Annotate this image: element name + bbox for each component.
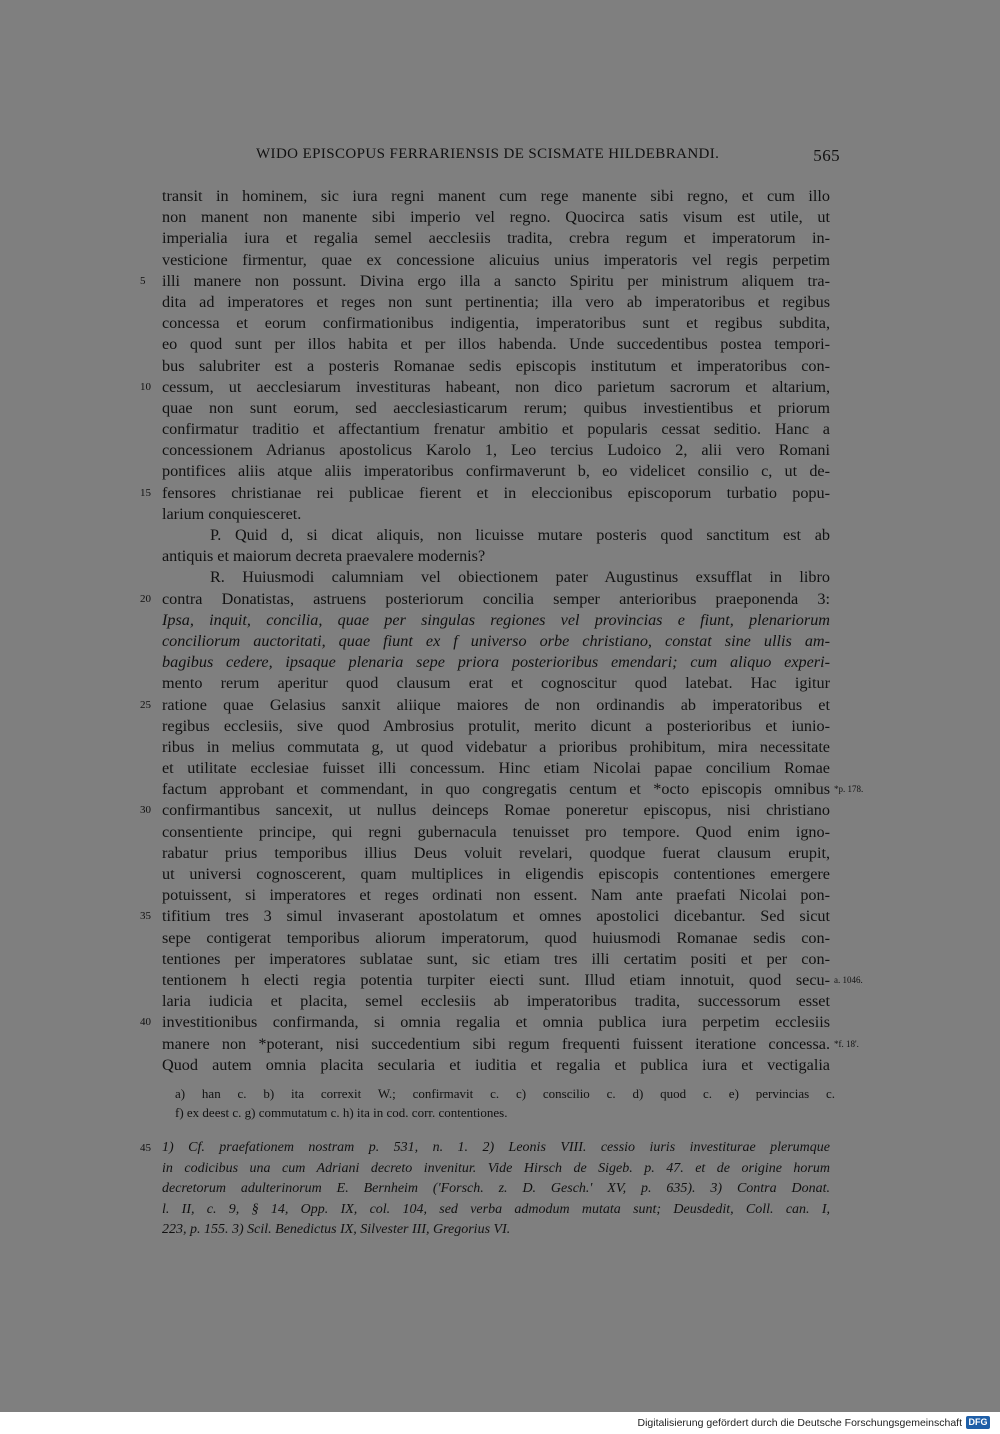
text-line bbox=[162, 673, 830, 694]
text-line bbox=[162, 758, 830, 779]
text-line-content: factum approbant et commendant, in quo congregatis centum et *octo episcopis omnibus bbox=[162, 780, 830, 799]
text-line-content: R. Huiusmodi calumniam vel obiectionem pater Augustinus exsufflat in libro bbox=[210, 568, 830, 587]
text-line-content: manere non *poterant, nisi succedentium sibi regum frequenti fuissent iteratione concessa. bbox=[162, 1034, 830, 1053]
text-line-content: sepe contigerat temporibus aliorum imperatorum, quod huiusmodi Romanae sedis con- bbox=[162, 928, 830, 947]
text-line-content: mento rerum aperitur quod clausum erat et cognoscitur quod latebat. Hac igitur bbox=[162, 674, 830, 693]
text-line bbox=[162, 1034, 859, 1055]
source-note-line: 1) Cf. praefationem nostram p. 531, n. 1. 2) Leonis VIII. cessio iuris investiturae plerumque bbox=[162, 1140, 830, 1155]
text-line bbox=[162, 398, 830, 419]
text-line bbox=[162, 186, 830, 207]
header-title: WIDO EPISCOPUS FERRARIENSIS DE SCISMATE HILDEBRANDI. bbox=[256, 146, 720, 162]
text-line-content: fensores christianae rei publicae fierent et in eleccionibus episcoporum turbatio popu- bbox=[162, 483, 830, 502]
text-line-content: contra Donatistas, astruens posteriorum concilia semper anterioribus praeponenda 3: bbox=[162, 589, 830, 608]
text-line bbox=[162, 207, 830, 228]
source-note-line: l. II, c. 9, § 14, Opp. IX, col. 104, sed verba admodum mutata sunt; Deusdedit, Coll. can. I, bbox=[162, 1201, 830, 1217]
text-line bbox=[162, 716, 830, 737]
text-line-content: conciliorum auctoritati, quae fiunt ex f universo orbe christiano, constat sine ullis am- bbox=[162, 631, 830, 650]
text-line bbox=[162, 525, 830, 546]
text-line bbox=[162, 228, 830, 249]
text-line bbox=[162, 991, 830, 1012]
text-line-content: quae non sunt eorum, sed aecclesiasticarum rerum; quibus investientibus et priorum bbox=[162, 398, 830, 417]
text-line bbox=[140, 695, 830, 716]
variant-notes bbox=[175, 1084, 835, 1122]
text-line bbox=[162, 928, 830, 949]
text-line-content: antiquis et maiorum decreta praevalere modernis? bbox=[162, 547, 486, 566]
text-line bbox=[162, 440, 830, 461]
text-line bbox=[162, 885, 830, 906]
text-line-content: Ipsa, inquit, concilia, quae per singulas regiones vel provincias e fiunt, plenariorum bbox=[162, 610, 830, 629]
page-number: 565 bbox=[813, 146, 840, 165]
source-notes bbox=[140, 1138, 830, 1241]
running-header bbox=[160, 146, 840, 168]
text-line-content: confirmantibus sancexit, ut nullus deinceps Romae poneretur episcopus, nisi christiano bbox=[162, 801, 830, 820]
text-line bbox=[162, 419, 830, 440]
text-line-content: eo quod sunt per illos habita et per illos habenda. Unde succedentibus postea tempori- bbox=[162, 335, 830, 354]
text-line bbox=[162, 864, 830, 885]
text-line-content: tifitium tres 3 simul invaserant apostolatum et omnes apostolici dicebantur. Sed sicut bbox=[162, 907, 830, 926]
text-line-content: Quod autem omnia placita secularia et iuditia et regalia et publica iura et vectigalia bbox=[162, 1055, 830, 1074]
line-number: 25 bbox=[140, 698, 151, 711]
text-line-content: bagibus cedere, ipsaque plenaria sepe priora posterioribus emendari; cum aliquo experi- bbox=[162, 653, 830, 672]
text-line bbox=[162, 292, 830, 313]
text-line-content: bus salubriter est a posteris Romanae sedis episcopis institutum et imperatoribus con- bbox=[162, 356, 830, 375]
text-line-content: transit in hominem, sic iura regni manent cum rege manente sibi regno, et cum illo bbox=[162, 187, 830, 205]
text-line-content: pontifices aliis atque aliis imperatoribus confirmaverunt b, eo videlicet consilio c, ut de- bbox=[162, 462, 830, 481]
variant-note-line: f) ex deest c. g) commutatum c. h) ita in cod. corr. contentiones. bbox=[175, 1105, 508, 1120]
text-line bbox=[162, 1055, 830, 1076]
text-line-content: rabatur prius temporibus illius Deus voluit revelari, quodque fuerat clausum erupit, bbox=[162, 843, 830, 862]
text-line-content: illi manere non possunt. Divina ergo illa a sancto Spiritu per ministrum aliquem tra- bbox=[162, 271, 830, 290]
text-line-content: non manent non manente sibi imperio vel regno. Quocirca satis visum est utile, ut bbox=[162, 208, 830, 227]
variant-note-line: a) han c. b) ita correxit W.; confirmavit c. c) conscilio c. d) quod c. e) pervincias c. bbox=[175, 1086, 835, 1101]
text-line bbox=[162, 822, 830, 843]
text-line bbox=[140, 271, 830, 292]
text-line bbox=[162, 843, 830, 864]
line-number: 45 bbox=[140, 1142, 151, 1154]
text-line-content: tentionem h electi regia potentia turpiter eiecti sunt. Illud etiam innotuit, quod secu- bbox=[162, 970, 830, 989]
text-line-content: vesticione firmentur, quae ex concessione alicuius unius imperatoris vel regis perpetim bbox=[162, 250, 830, 269]
text-line-content: investitionibus confirmanda, si omnia regalia et omnia publica iura perpetim ecclesiis bbox=[162, 1013, 830, 1032]
margin-note: a. 1046. bbox=[834, 974, 863, 985]
funding-credit: Digitalisierung gefördert durch die Deutsche Forschungsgemeinschaft bbox=[637, 1417, 962, 1429]
text-line-content: cessum, ut aecclesiarum investituras habeant, non dico parietum sacrorum et altarium, bbox=[162, 377, 830, 396]
dfg-logo: DFG bbox=[966, 1416, 990, 1429]
line-number: 5 bbox=[140, 274, 146, 287]
text-line bbox=[162, 737, 830, 758]
text-line-content: concessa et eorum confirmationibus indigentia, imperatoribus sunt et regibus subdita, bbox=[162, 314, 830, 333]
text-line bbox=[162, 334, 830, 355]
line-number: 20 bbox=[140, 592, 151, 605]
text-line bbox=[140, 483, 830, 504]
margin-note: *p. 178. bbox=[834, 784, 864, 795]
text-line bbox=[162, 250, 830, 271]
main-text bbox=[140, 186, 864, 1076]
text-line bbox=[140, 377, 830, 398]
text-line bbox=[162, 652, 830, 673]
text-line bbox=[162, 567, 830, 588]
text-line-content: et utilitate ecclesiae fuisset illi concessum. Hinc etiam Nicolai papae concilium Romae bbox=[162, 759, 830, 778]
source-note-line: decretorum adulterinorum E. Bernheim ('Forsch. z. D. Gesch.' XV, p. 635). 3) Contra Donat. bbox=[162, 1181, 830, 1196]
text-line-content: P. Quid d, si dicat aliquis, non licuisse mutare posteris quod sanctitum est ab bbox=[210, 526, 830, 544]
line-number: 40 bbox=[140, 1016, 151, 1029]
source-note-line: 223, p. 155. 3) Scil. Benedictus IX, Silvester III, Gregorius VI. bbox=[162, 1222, 511, 1237]
text-line bbox=[162, 461, 830, 482]
line-number: 15 bbox=[140, 486, 151, 499]
text-line bbox=[162, 949, 830, 970]
text-line bbox=[162, 504, 830, 525]
text-line bbox=[162, 313, 830, 334]
text-line bbox=[140, 906, 830, 927]
text-line bbox=[140, 800, 830, 821]
line-number: 10 bbox=[140, 380, 151, 393]
margin-note: *f. 18'. bbox=[834, 1038, 859, 1049]
line-number: 35 bbox=[140, 910, 151, 923]
text-line bbox=[162, 970, 863, 991]
text-line-content: dita ad imperatores et reges non sunt pertinentia; illa vero ab imperatoribus et regibus bbox=[162, 292, 830, 311]
text-line-content: larium conquiesceret. bbox=[162, 504, 302, 523]
text-line-content: ratione quae Gelasius sanxit aliique maiores de non ordinandis ab imperatoribus et bbox=[162, 695, 830, 714]
text-line-content: laria iudicia et placita, semel ecclesiis ab imperatoribus tradita, successorum esset bbox=[162, 992, 830, 1011]
text-line bbox=[162, 631, 830, 652]
text-line-content: regibus ecclesiis, sive quod Ambrosius protulit, merito dicunt a posterioribus et iunio- bbox=[162, 716, 830, 735]
text-line-content: ribus in melius commutata g, ut quod videbatur a prioribus prohibitum, mira necessitate bbox=[162, 737, 830, 756]
text-line-content: tentiones per imperatores sublatae sunt, sic etiam tres illi certatim positi et per con- bbox=[162, 949, 830, 968]
text-line bbox=[162, 546, 830, 567]
source-note-line: in codicibus una cum Adriani decreto invenitur. Vide Hirsch de Sigeb. p. 47. et de origine horum bbox=[162, 1160, 830, 1176]
footer-bar bbox=[0, 1412, 1000, 1434]
text-line-content: imperialia iura et regalia semel aecclesiis tradita, crebra regum et imperatorum in- bbox=[162, 229, 830, 248]
text-line-content: ut universi cognoscerent, quam multiplices in eligendis episcopis contentiones emergere bbox=[162, 865, 830, 883]
text-line bbox=[162, 779, 864, 800]
text-line bbox=[162, 356, 830, 377]
text-line bbox=[140, 1012, 830, 1033]
text-line-content: potuissent, si imperatores et reges ordinati non essent. Nam ante praefati Nicolai pon- bbox=[162, 886, 830, 905]
text-line bbox=[140, 589, 830, 610]
line-number: 30 bbox=[140, 804, 151, 817]
text-line-content: confirmatur traditio et affectantium frenatur ambitio et popularis cessat seditio. Hanc a bbox=[162, 420, 830, 439]
text-line-content: consentiente principe, qui regni gubernacula tenuisset pro tempore. Quod enim igno- bbox=[162, 822, 830, 841]
text-line-content: concessionem Adrianus apostolicus Karolo 1, Leo tercius Ludoico 2, alii vero Romani bbox=[162, 441, 830, 460]
text-line bbox=[162, 610, 830, 631]
